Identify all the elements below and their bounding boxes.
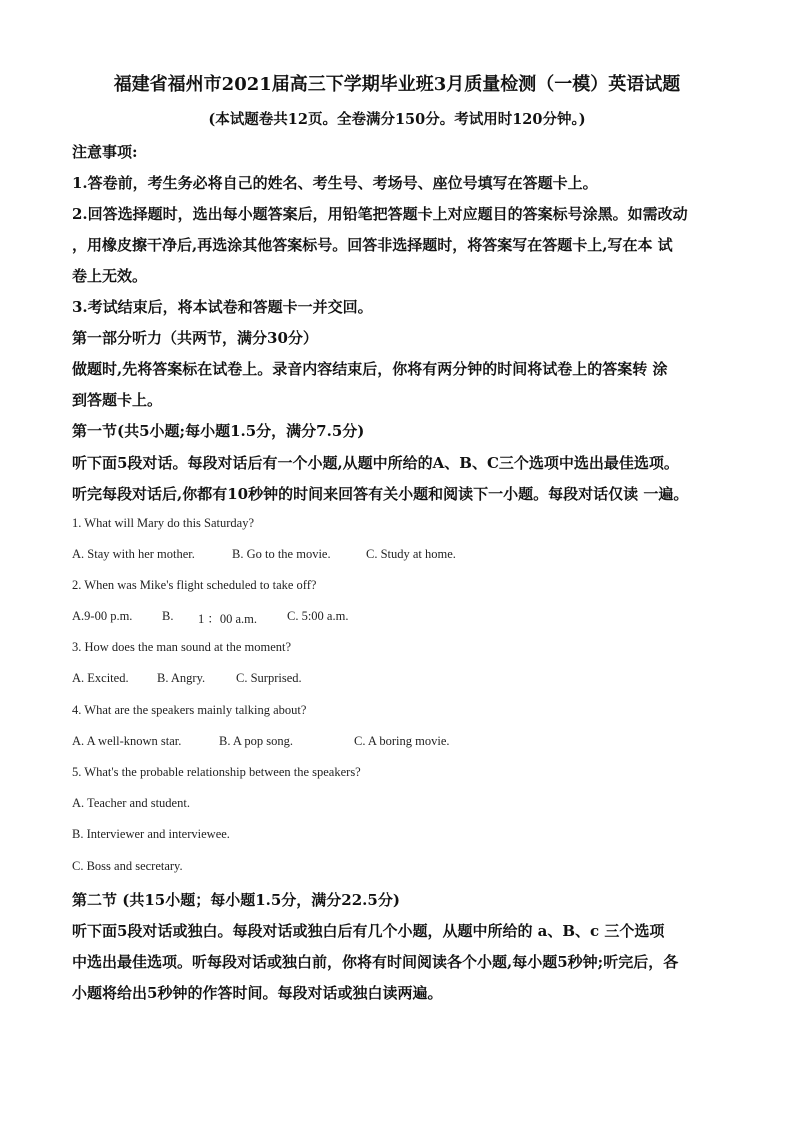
question-1-option-c: C. Study at home. [366, 547, 456, 561]
question-5-option-b: B. Interviewer and interviewee. [72, 827, 230, 841]
notice-item: ，用橡皮擦干净后,再选涂其他答案标号。回答非选择题时，将答案写在答题卡上,写在本 试 [72, 236, 673, 254]
question-4-option-c: C. A boring movie. [354, 734, 450, 748]
section1-heading: 第一节(共5小题;每小题1.5分，满分7.5分) [72, 422, 365, 440]
question-1: 1. What will Mary do this Saturday? [72, 516, 255, 530]
notice-item: 2.回答选择题时，选出每小题答案后，用铅笔把答题卡上对应题目的答案标号涂黑。如需改动 [72, 205, 688, 223]
question-5: 5. What's the probable relationship between the speakers? [72, 765, 361, 779]
question-5-option-c: C. Boss and secretary. [72, 859, 183, 873]
section2-instruction: 小题将给出5秒钟的作答时间。每段对话或独白读两遍。 [72, 984, 443, 1002]
question-4-option-a: A. A well-known star. [72, 734, 182, 748]
notice-heading: 注意事项: [72, 143, 138, 161]
question-2-option-c: C. 5:00 a.m. [287, 609, 349, 623]
question-4-option-b: B. A pop song. [219, 734, 293, 748]
question-3-option-a: A. Excited. [72, 671, 129, 685]
question-5-option-a: A. Teacher and student. [72, 796, 190, 810]
notice-item: 3.考试结束后，将本试卷和答题卡一并交回。 [72, 298, 373, 316]
section1-instruction: 听完每段对话后,你都有10秒钟的时间来回答有关小题和阅读下一小题。每段对话仅读 一遍。 [72, 485, 689, 503]
part1-heading: 第一部分听力（共两节，满分30分） [72, 329, 318, 347]
section2-heading: 第二节 (共15小题；每小题1.5分，满分22.5分) [72, 891, 400, 909]
question-1-option-a: A. Stay with her mother. [72, 547, 195, 561]
question-2: 2. When was Mike's flight scheduled to take off? [72, 578, 317, 592]
section2-instruction: 中选出最佳选项。听每段对话或独白前，你将有时间阅读各个小题,每小题5秒钟;听完后，各 [72, 953, 679, 971]
section2-instruction: 听下面5段对话或独白。每段对话或独白后有几个小题，从题中所给的 a、B、c 三个选项 [72, 922, 665, 940]
question-2-option-b: B. [162, 609, 174, 623]
part1-instruction: 到答题卡上。 [72, 391, 163, 409]
question-2-option-a: A.9-00 p.m. [72, 609, 133, 623]
exam-subtitle: (本试题卷共12页。全卷满分150分。考试用时120分钟。) [208, 111, 586, 128]
notice-item: 卷上无效。 [72, 267, 148, 285]
question-1-option-b: B. Go to the movie. [232, 547, 331, 561]
notice-item: 1.答卷前，考生务必将自己的姓名、考生号、考场号、座位号填写在答题卡上。 [72, 174, 598, 192]
exam-title: 福建省福州市2021届高三下学期毕业班3月质量检测（一模）英语试题 [113, 74, 681, 95]
question-3-option-c: C. Surprised. [236, 671, 302, 685]
question-3: 3. How does the man sound at the moment? [72, 640, 292, 654]
section1-instruction: 听下面5段对话。每段对话后有一个小题,从题中所给的A、B、C三个选项中选出最佳选项。 [72, 454, 679, 472]
question-2-option-b-time: 1 ：00 a.m. [198, 612, 258, 626]
question-3-option-b: B. Angry. [157, 671, 206, 685]
question-4: 4. What are the speakers mainly talking about? [72, 703, 307, 717]
part1-instruction: 做题时,先将答案标在试卷上。录音内容结束后，你将有两分钟的时间将试卷上的答案转 涂 [72, 360, 668, 378]
